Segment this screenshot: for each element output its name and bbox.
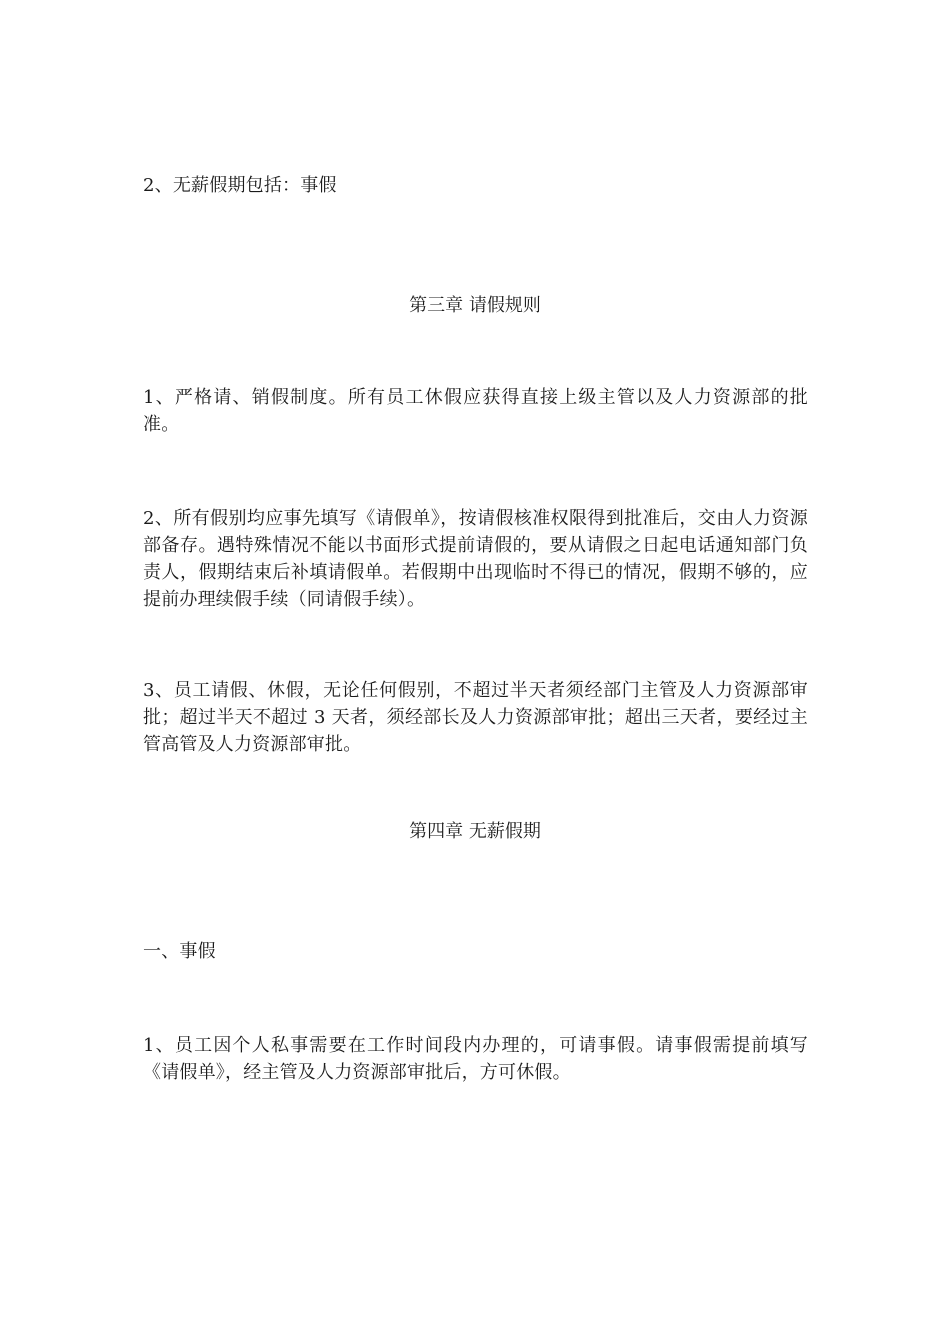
- rule-1-paragraph: 1、严格请、销假制度。所有员工休假应获得直接上级主管以及人力资源部的批准。: [143, 387, 808, 435]
- chapter-4-title: 第四章 无薪假期: [409, 821, 541, 842]
- section-personal-leave-title: 一、事假: [143, 941, 216, 962]
- personal-leave-paragraph-1: 1、员工因个人私事需要在工作时间段内办理的，可请事假。请事假需提前填写《请假单》，经主管及人力资源部审批后，方可休假。: [143, 1035, 808, 1083]
- rule-3-paragraph: 3、员工请假、休假，无论任何假别，不超过半天者须经部门主管及人力资源部审批；超过半天不超过 3 天者，须经部长及人力资源部审批；超出三天者，要经过主管高管及人力资源部审批。: [143, 680, 808, 755]
- chapter-3-title: 第三章 请假规则: [409, 295, 541, 316]
- paragraph-unpaid-leave-types: 2、无薪假期包括：事假: [143, 175, 337, 196]
- rule-2-paragraph: 2、所有假别均应事先填写《请假单》，按请假核准权限得到批准后，交由人力资源部备存。遇特殊情况不能以书面形式提前请假的，要从请假之日起电话通知部门负责人，假期结束后补填请假单。若假期中出现临时不得已的情况，假期不够的，应提前办理续假手续（同请假手续）。: [143, 508, 808, 610]
